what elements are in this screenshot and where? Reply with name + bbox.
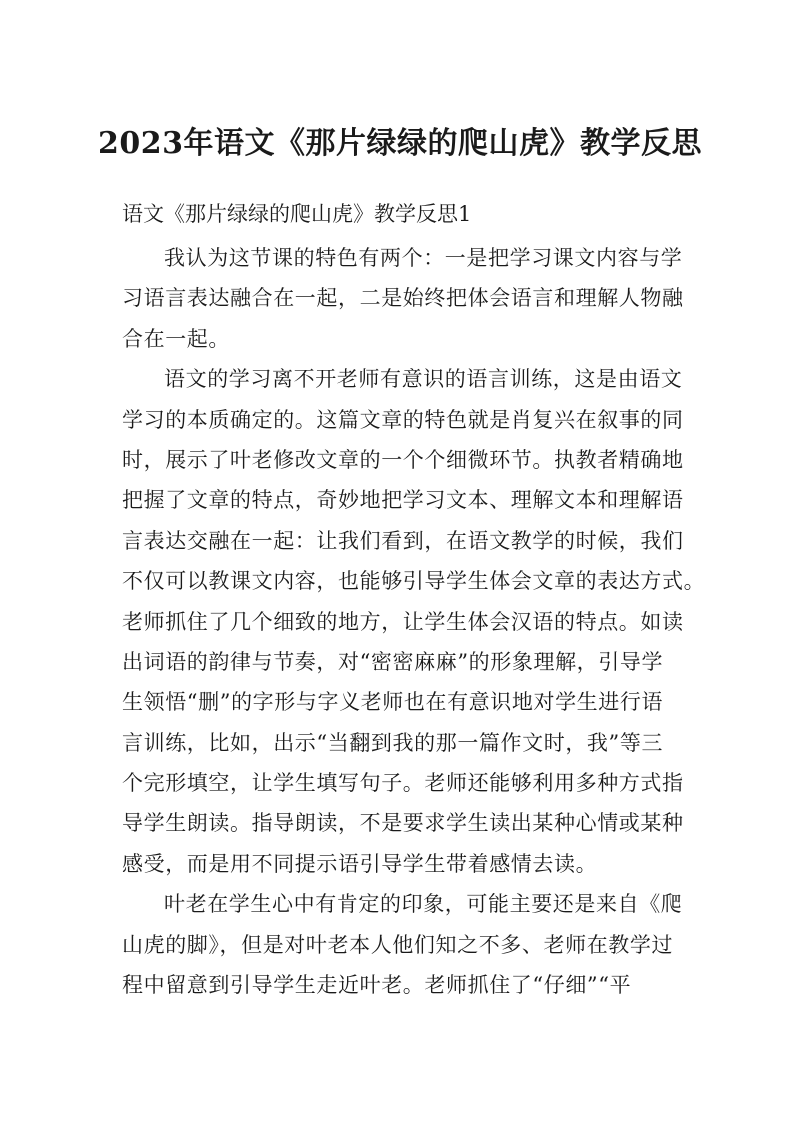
paragraph-line: 老师抓住了几个细致的地方，让学生体会汉语的特点。如读 bbox=[122, 609, 684, 634]
paragraph-line: 生领悟“删”的字形与字义老师也在有意识地对学生进行语 bbox=[122, 690, 664, 715]
paragraph-line: 言训练，比如，出示“当翻到我的那一篇作文时，我”等三 bbox=[122, 730, 664, 755]
paragraph bbox=[122, 238, 682, 359]
paragraph-line: 学习的本质确定的。这篇文章的特色就是肖复兴在叙事的同 bbox=[122, 407, 684, 432]
paragraph-line: 习语言表达融合在一起，二是始终把体会语言和理解人物融 bbox=[122, 286, 684, 311]
paragraph-line: 叶老在学生心中有肯定的印象，可能主要还是来自《爬 bbox=[164, 892, 683, 917]
paragraph bbox=[122, 884, 682, 1005]
document-title: 2023年语文《那片绿绿的爬山虎》教学反思 bbox=[98, 126, 702, 161]
section-title: 语文《那片绿绿的爬山虎》教学反思1 bbox=[122, 202, 472, 226]
paragraph-line: 导学生朗读。指导朗读，不是要求学生读出某种心情或某种 bbox=[122, 811, 684, 836]
paragraph-line: 不仅可以教课文内容，也能够引导学生体会文章的表达方式。 bbox=[122, 569, 706, 594]
paragraph bbox=[122, 359, 706, 884]
paragraph-line: 我认为这节课的特色有两个：一是把学习课文内容与学 bbox=[164, 246, 683, 270]
paragraph-line: 言表达交融在一起：让我们看到，在语文教学的时候，我们 bbox=[122, 528, 684, 553]
paragraph-line: 合在一起。 bbox=[122, 326, 230, 351]
paragraph-line: 语文的学习离不开老师有意识的语言训练，这是由语文 bbox=[164, 367, 683, 392]
paragraph-line: 程中留意到引导学生走近叶老。老师抓住了“仔细”“平 bbox=[122, 973, 632, 998]
paragraph-line: 时，展示了叶老修改文章的一个个细微环节。执教者精确地 bbox=[122, 447, 684, 472]
paragraph-line: 感受，而是用不同提示语引导学生带着感情去读。 bbox=[122, 851, 598, 876]
paragraph-line: 个完形填空，让学生填写句子。老师还能够利用多种方式指 bbox=[122, 771, 684, 796]
paragraph-line: 出词语的韵律与节奏，对“密密麻麻”的形象理解，引导学 bbox=[122, 649, 664, 674]
paragraph-line: 山虎的脚》，但是对叶老本人他们知之不多、老师在教学过 bbox=[122, 932, 674, 957]
document-body bbox=[122, 238, 706, 1005]
paragraph-line: 把握了文章的特点，奇妙地把学习文本、理解文本和理解语 bbox=[122, 488, 684, 513]
